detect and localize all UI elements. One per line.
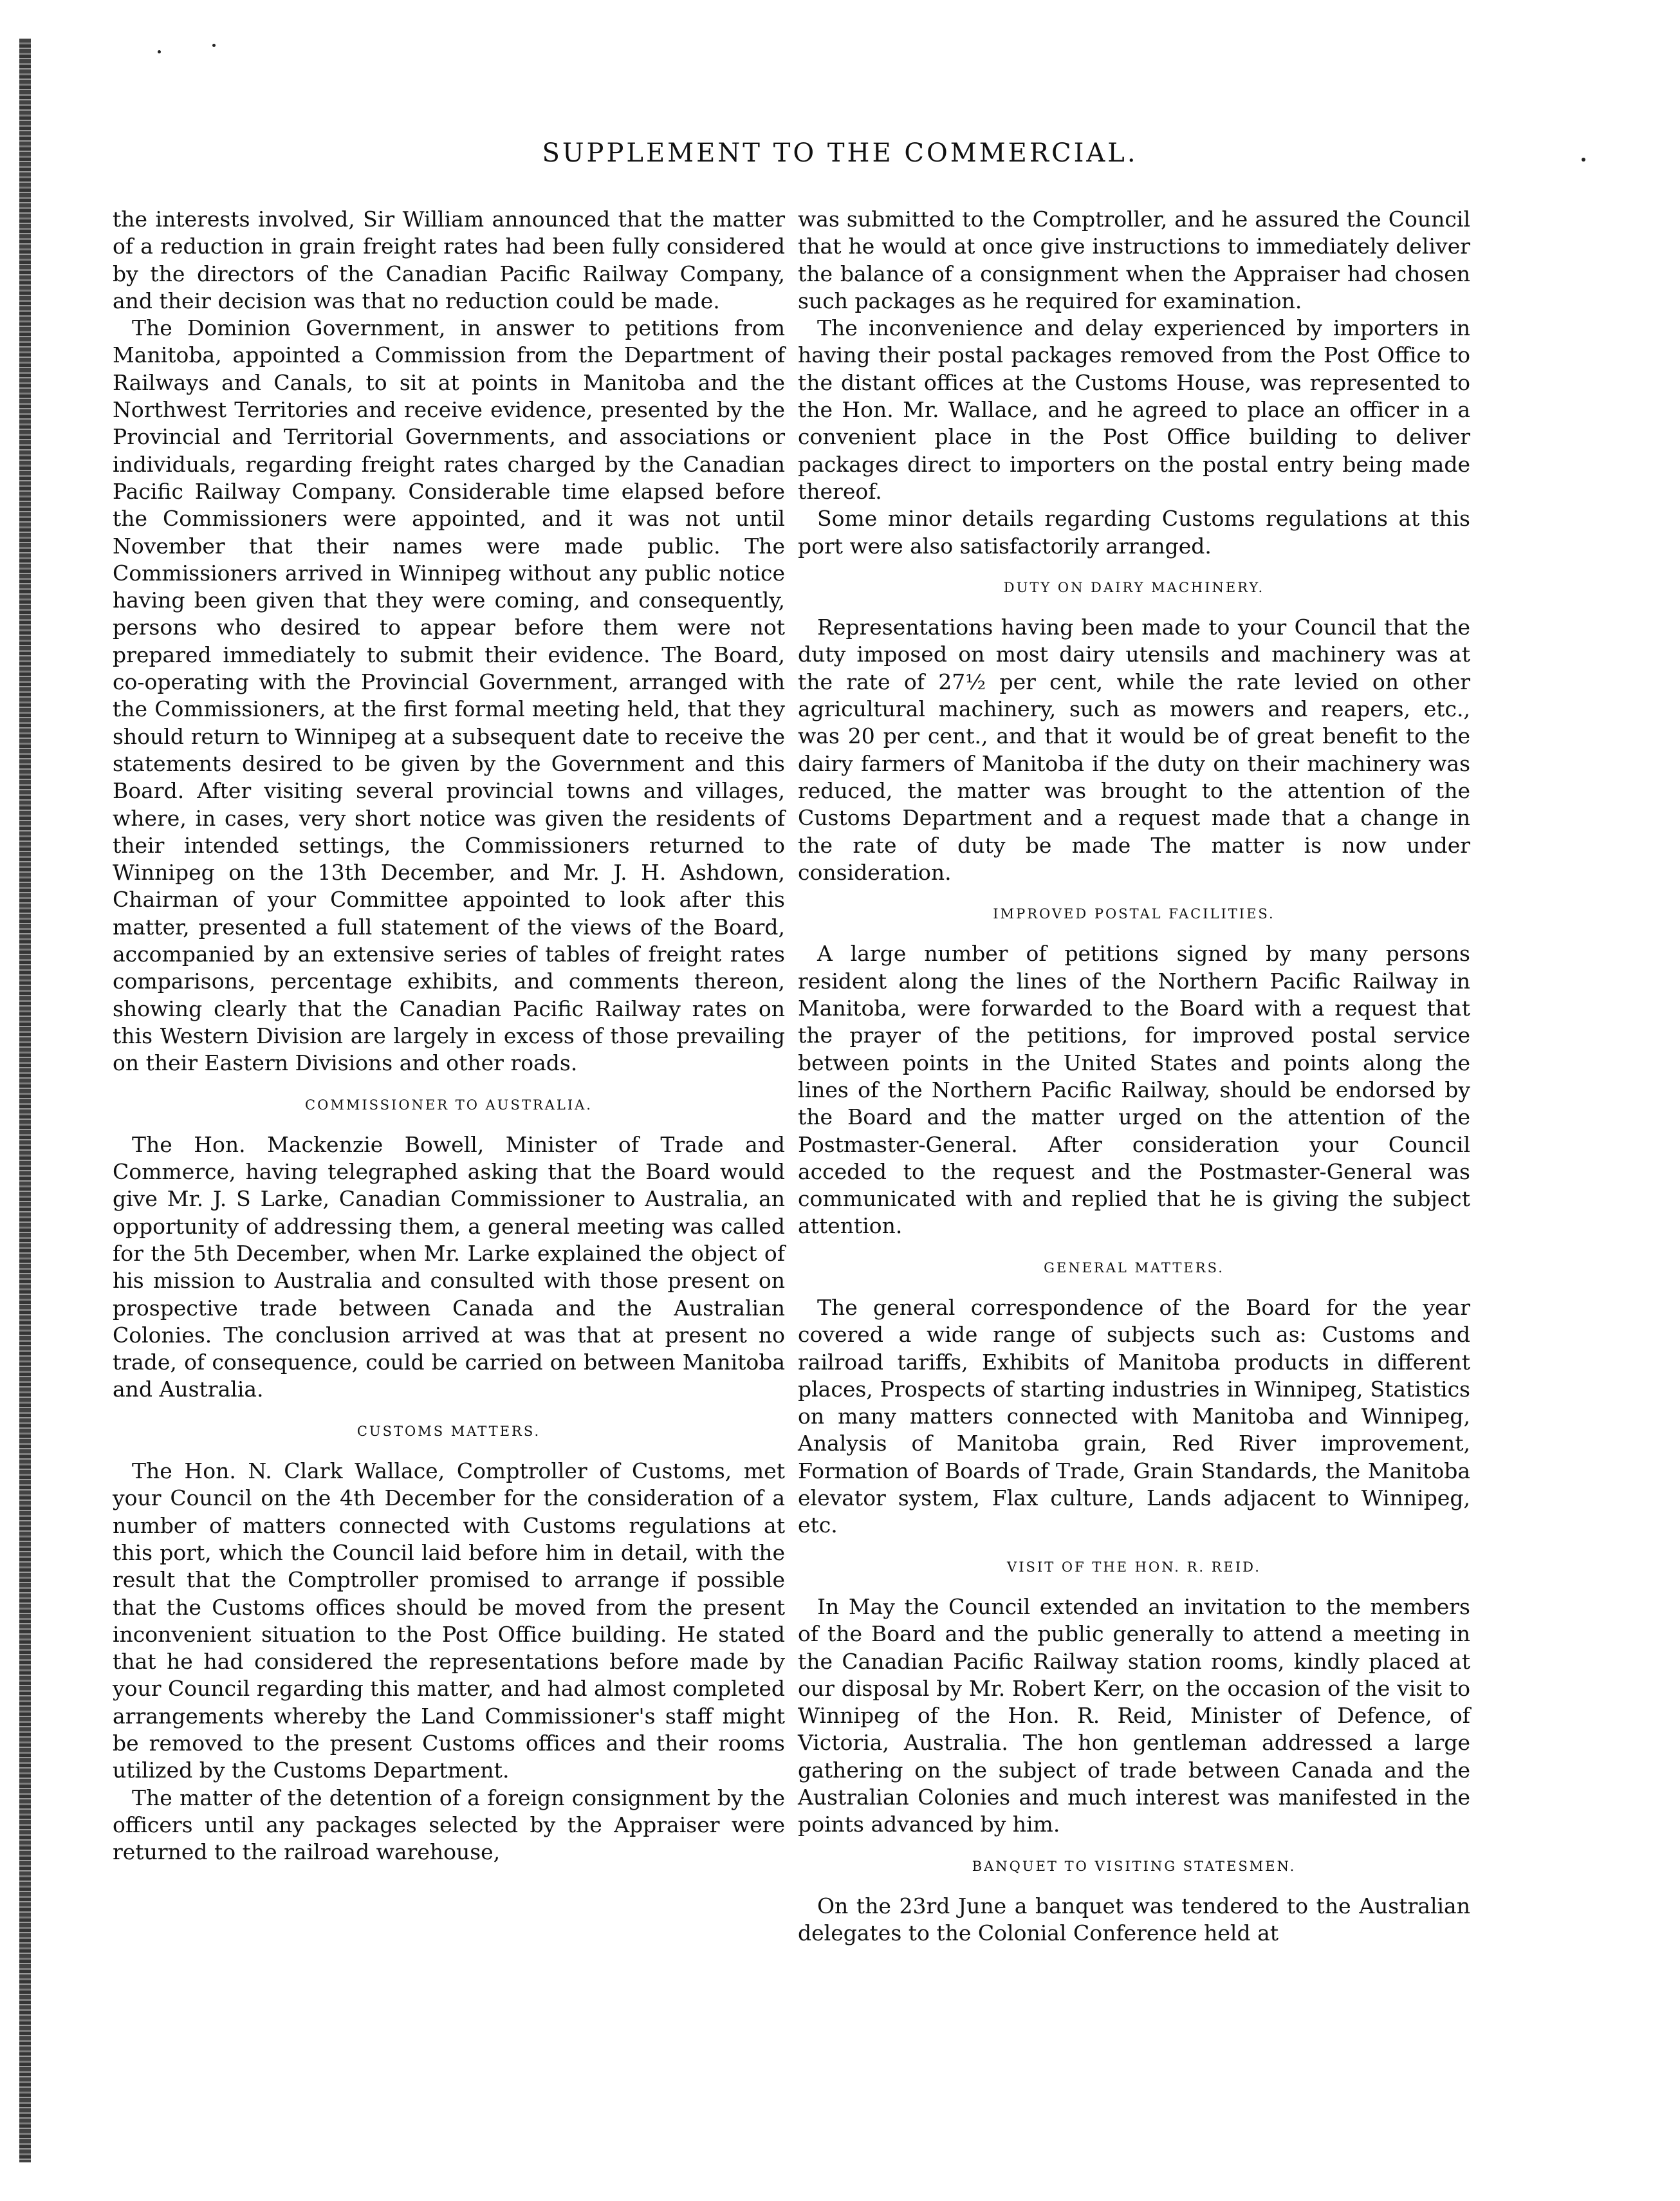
scan-speck xyxy=(212,44,216,47)
paragraph: the interests involved, Sir William announced that the matter of a reduction in grain freight rates had been fully considered by the directors of the Canadian Pacific Railway Company, and their decision was that no reduction could be made. xyxy=(113,207,785,313)
section-heading: IMPROVED POSTAL FACILITIES. xyxy=(993,906,1275,922)
paragraph: Some minor details regarding Customs regulations at this port were also satisfactorily arranged. xyxy=(798,506,1470,559)
paragraph: Representations having been made to your Council that the duty imposed on most dairy utensils and machinery was at the rate of 27½ per cent, while the rate levied on other agricultural machinery, such as mowers and reapers, etc., was 20 per cent., and that it would be of great benefit to the dairy farmers of Manitoba if the duty on their machinery was reduced, the matter was brought to the attention of the Customs Department and a request made that a change in the rate of duty be made The matter is now under consideration. xyxy=(798,615,1470,885)
section-heading: CUSTOMS MATTERS. xyxy=(356,1423,541,1439)
section-heading: GENERAL MATTERS. xyxy=(1044,1259,1224,1276)
section-heading: DUTY ON DAIRY MACHINERY. xyxy=(1003,579,1265,595)
right-column xyxy=(798,206,1470,1947)
paragraph: was submitted to the Comptroller, and he assured the Council that he would at once give instructions to immediately deliver the balance of a consignment when the Appraiser had chosen such packages as he required for examination. xyxy=(798,207,1470,313)
paragraph: The inconvenience and delay experienced by importers in having their postal packages removed from the Post Office to the distant offices at the Customs House, was represented to the Hon. Mr. Wallace, and he agreed to place an officer in a convenient place in the Post Office building to deliver packages direct to importers on the postal entry being made thereof. xyxy=(798,315,1470,504)
section-heading: VISIT OF THE HON. R. REID. xyxy=(1007,1559,1261,1575)
page-header: SUPPLEMENT TO THE COMMERCIAL. xyxy=(542,138,1138,168)
section-heading: BANQUET TO VISITING STATESMEN. xyxy=(972,1858,1297,1874)
left-column xyxy=(113,206,785,1866)
paragraph: On the 23rd June a banquet was tendered to the Australian delegates to the Colonial Conference held at xyxy=(798,1893,1470,1946)
paragraph: A large number of petitions signed by many persons resident along the lines of the Northern Pacific Railway in Manitoba, were forwarded to the Board with a request that the prayer of the petitions, for improved postal service between points in the United States and points along the lines of the Northern Pacific Railway, should be endorsed by the Board and the matter urged on the attention of the Postmaster-General. After consideration your Council acceded to the request and the Postmaster-General was communicated with and replied that he is giving the subject attention. xyxy=(798,941,1470,1239)
paragraph: The Hon. Mackenzie Bowell, Minister of Trade and Commerce, having telegraphed asking that the Board would give Mr. J. S Larke, Canadian Commissioner to Australia, an opportunity of addressing them, a general meeting was called for the 5th December, when Mr. Larke explained the object of his mission to Australia and consulted with those present on prospective trade between Canada and the Australian Colonies. The conclusion arrived at was that at present no trade, of consequence, could be carried on between Manitoba and Australia. xyxy=(113,1131,785,1402)
paragraph: The general correspondence of the Board for the year covered a wide range of subjects such as: Customs and railroad tariffs, Exhibits of Manitoba products in different places, Prospects of starting industries in Winnipeg, Statistics on many matters connected with Manitoba and Winnipeg, Analysis of Manitoba grain, Red River improvement, Formation of Boards of Trade, Grain Standards, the Manitoba elevator system, Flax culture, Lands adjacent to Winnipeg, etc. xyxy=(798,1294,1470,1538)
section-heading: COMMISSIONER TO AUSTRALIA. xyxy=(305,1097,593,1113)
paragraph: The Hon. N. Clark Wallace, Comptroller of Customs, met your Council on the 4th December for the consideration of a number of matters connected with Customs regulations at this port, which the Council laid before him in detail, with the result that the Comptroller promised to arrange if possible that the Customs offices should be moved from the present inconvenient situation to the Post Office building. He stated that he had considered the representations before made by your Council regarding this matter, and had almost completed arrangements whereby the Land Commissioner's staff might be removed to the present Customs offices and their rooms utilized by the Customs Department. xyxy=(113,1458,785,1783)
paragraph: The Dominion Government, in answer to petitions from Manitoba, appointed a Commission from the Department of Railways and Canals, to sit at points in Manitoba and the Northwest Territories and receive evidence, presented by the Provincial and Territorial Governments, and associations or individuals, regarding freight rates charged by the Canadian Pacific Railway Company. Considerable time elapsed before the Commissioners were appointed, and it was not until November that their names were made public. The Commissioners arrived in Winnipeg without any public notice having been given that they were coming, and consequently, persons who desired to appear before them were not prepared immediately to submit their evidence. The Board, co-operating with the Provincial Government, arranged with the Commissioners, at the first formal meeting held, that they should return to Winnipeg at a subsequent date to receive the statements desired to be given by the Government and this Board. After visiting several provincial towns and villages, where, in cases, very short notice was given the residents of their intended settings, the Commissioners returned to Winnipeg on the 13th December, and Mr. J. H. Ashdown, Chairman of your Committee appointed to look after this matter, presented a full statement of the views of the Board, accompanied by an extensive series of tables of freight rates comparisons, percentage exhibits, and comments thereon, showing clearly that the Canadian Pacific Railway rates on this Western Division are largely in excess of those prevailing on their Eastern Divisions and other roads. xyxy=(113,315,785,1076)
scan-edge xyxy=(19,39,31,2162)
paragraph: The matter of the detention of a foreign consignment by the officers until any packages selected by the Appraiser were returned to the railroad warehouse, xyxy=(113,1785,785,1865)
scan-speck xyxy=(158,50,161,53)
paragraph: In May the Council extended an invitation to the members of the Board and the public generally to attend a meeting in the Canadian Pacific Railway station rooms, kindly placed at our disposal by Mr. Robert Kerr, on the occasion of the visit to Winnipeg of the Hon. R. Reid, Minister of Defence, of Victoria, Australia. The hon gentleman addressed a large gathering on the subject of trade between Canada and the Australian Colonies and much interest was manifested in the points advanced by him. xyxy=(798,1593,1470,1837)
